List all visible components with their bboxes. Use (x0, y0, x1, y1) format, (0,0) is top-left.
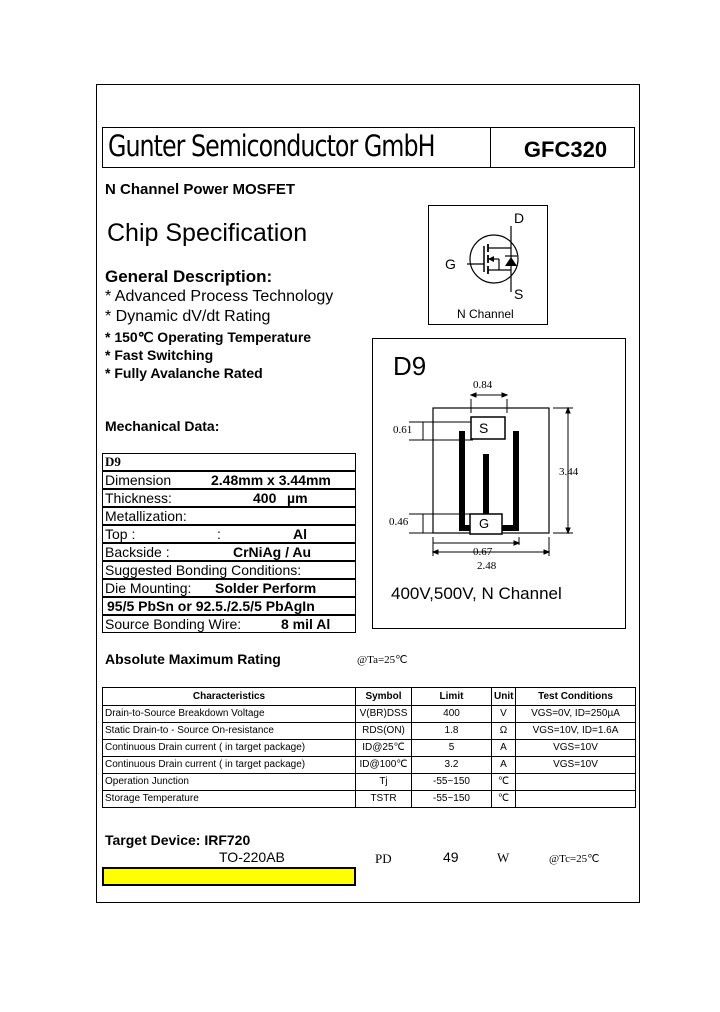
feature-item: * Advanced Process Technology (105, 288, 334, 305)
source-label: S (514, 286, 524, 302)
table-cell: 5 (412, 740, 492, 757)
target-symbol: PD (375, 851, 392, 866)
target-device-title: Target Device: IRF720 (105, 832, 251, 848)
mech-row-solder (102, 597, 356, 615)
dimension-value: 2.48mm x 3.44mm (211, 472, 331, 488)
mech-row-thickness (102, 489, 356, 507)
table-cell: A (492, 740, 516, 757)
table-row (103, 791, 636, 808)
table-cell: RDS(ON) (356, 723, 412, 740)
table-cell: V(BR)DSS (356, 706, 412, 723)
table-cell: A (492, 757, 516, 774)
part-number: GFC320 (523, 137, 608, 162)
abs-max-title: Absolute Maximum Rating (105, 651, 281, 667)
mech-row-dimension (102, 471, 356, 489)
mech-row-metallization (102, 507, 356, 525)
table-cell: TSTR (356, 791, 412, 808)
mech-row-backside (102, 543, 356, 561)
metallization-label: Metallization: (105, 508, 187, 524)
die-drawing-box (372, 338, 626, 629)
feature-item: * 150℃ Operating Temperature (105, 329, 312, 345)
thickness-label: Thickness: (105, 490, 172, 506)
table-cell: Continuous Drain current ( in target package) (103, 740, 356, 757)
table-cell: VGS=10V (516, 740, 636, 757)
drain-label: D (514, 210, 525, 226)
wire-value: 8 mil Al (281, 616, 331, 632)
source-pad-label: S (479, 420, 489, 436)
die-label: D9 (105, 454, 121, 469)
dim-bottom: 2.48 (477, 560, 497, 572)
dimension-label: Dimension (105, 472, 172, 488)
table-cell: 400 (412, 706, 492, 723)
mech-row-bonding (102, 561, 356, 579)
solder-value: 95/5 PbSn or 92.5./2.5/5 PbAgIn (107, 598, 315, 614)
dim-bottom-gate: 0.67 (473, 546, 493, 558)
table-cell: Continuous Drain current ( in target package) (103, 757, 356, 774)
table-cell: Ω (492, 723, 516, 740)
target-value: 49 (443, 849, 459, 865)
general-description-title: General Description: (105, 267, 273, 286)
gate-label: G (445, 256, 456, 272)
mech-row-die-mount (102, 579, 356, 597)
gate-pad-label: G (479, 516, 490, 531)
feature-item: * Dynamic dV/dt Rating (105, 308, 271, 325)
wire-label: Source Bonding Wire: (105, 616, 242, 632)
header-cell: Symbol (356, 688, 412, 706)
channel-caption: N Channel (457, 307, 514, 321)
table-cell: 3.2 (412, 757, 492, 774)
table-cell: ID@25℃ (356, 740, 412, 757)
table-cell: -55~150 (412, 791, 492, 808)
table-cell: VGS=10V, ID=1.6A (516, 723, 636, 740)
table-cell (516, 791, 636, 808)
die-mount-label: Die Mounting: (105, 580, 192, 596)
mechanical-data-title: Mechanical Data: (105, 418, 220, 434)
die-name: D9 (393, 351, 427, 381)
table-cell: VGS=0V, ID=250µA (516, 706, 636, 723)
backside-value: CrNiAg / Au (233, 544, 312, 560)
highlight-bar (102, 867, 356, 886)
header-divider (490, 127, 491, 168)
mosfet-symbol-box (428, 205, 548, 325)
table-cell: Drain-to-Source Breakdown Voltage (103, 706, 356, 723)
table-cell: ℃ (492, 791, 516, 808)
device-type: N Channel Power MOSFET (105, 181, 296, 198)
table-row (103, 740, 636, 757)
dim-left-bottom: 0.46 (389, 516, 409, 528)
dim-left-top: 0.61 (393, 424, 413, 436)
table-cell (516, 774, 636, 791)
table-cell: ℃ (492, 774, 516, 791)
mech-row-die (102, 453, 356, 471)
company-name: Gunter Semiconductor GmbH (108, 129, 435, 163)
table-row (103, 757, 636, 774)
table-cell: ID@100℃ (356, 757, 412, 774)
table-cell: -55~150 (412, 774, 492, 791)
bonding-label: Suggested Bonding Conditions: (105, 562, 302, 578)
table-cell: VGS=10V (516, 757, 636, 774)
table-cell: Storage Temperature (103, 791, 356, 808)
table-row (103, 723, 636, 740)
feature-item: * Fully Avalanche Rated (105, 365, 263, 381)
target-package: TO-220AB (219, 849, 285, 865)
thickness-unit: µm (287, 490, 308, 506)
table-cell: V (492, 706, 516, 723)
header-cell: Unit (492, 688, 516, 706)
dim-right: 3.44 (559, 466, 579, 478)
feature-item: * Fast Switching (105, 347, 214, 363)
header-cell: Characteristics (103, 688, 356, 706)
dim-top: 0.84 (473, 379, 493, 391)
mech-row-wire (102, 615, 356, 633)
header-cell: Test Conditions (516, 688, 636, 706)
thickness-value: 400 (253, 490, 277, 506)
top-value: Al (293, 526, 307, 542)
mech-row-top (102, 525, 356, 543)
table-cell: Tj (356, 774, 412, 791)
table-cell: Operation Junction (103, 774, 356, 791)
target-unit: W (497, 850, 510, 865)
table-header-row (103, 688, 636, 706)
top-label: Top : (105, 526, 136, 542)
table-row (103, 774, 636, 791)
abs-max-condition: @Ta=25℃ (357, 654, 408, 666)
header-cell: Limit (412, 688, 492, 706)
target-condition: @Tc=25℃ (549, 853, 600, 865)
die-mount-value: Solder Perform (215, 580, 317, 596)
table-cell: 1.8 (412, 723, 492, 740)
backside-label: Backside : (105, 544, 170, 560)
table-row (103, 706, 636, 723)
top-colon: : (217, 526, 221, 542)
doc-title: Chip Specification (107, 219, 308, 247)
voltage-rating: 400V,500V, N Channel (391, 584, 562, 603)
table-cell: Static Drain-to - Source On-resistance (103, 723, 356, 740)
ratings-table (102, 687, 636, 808)
